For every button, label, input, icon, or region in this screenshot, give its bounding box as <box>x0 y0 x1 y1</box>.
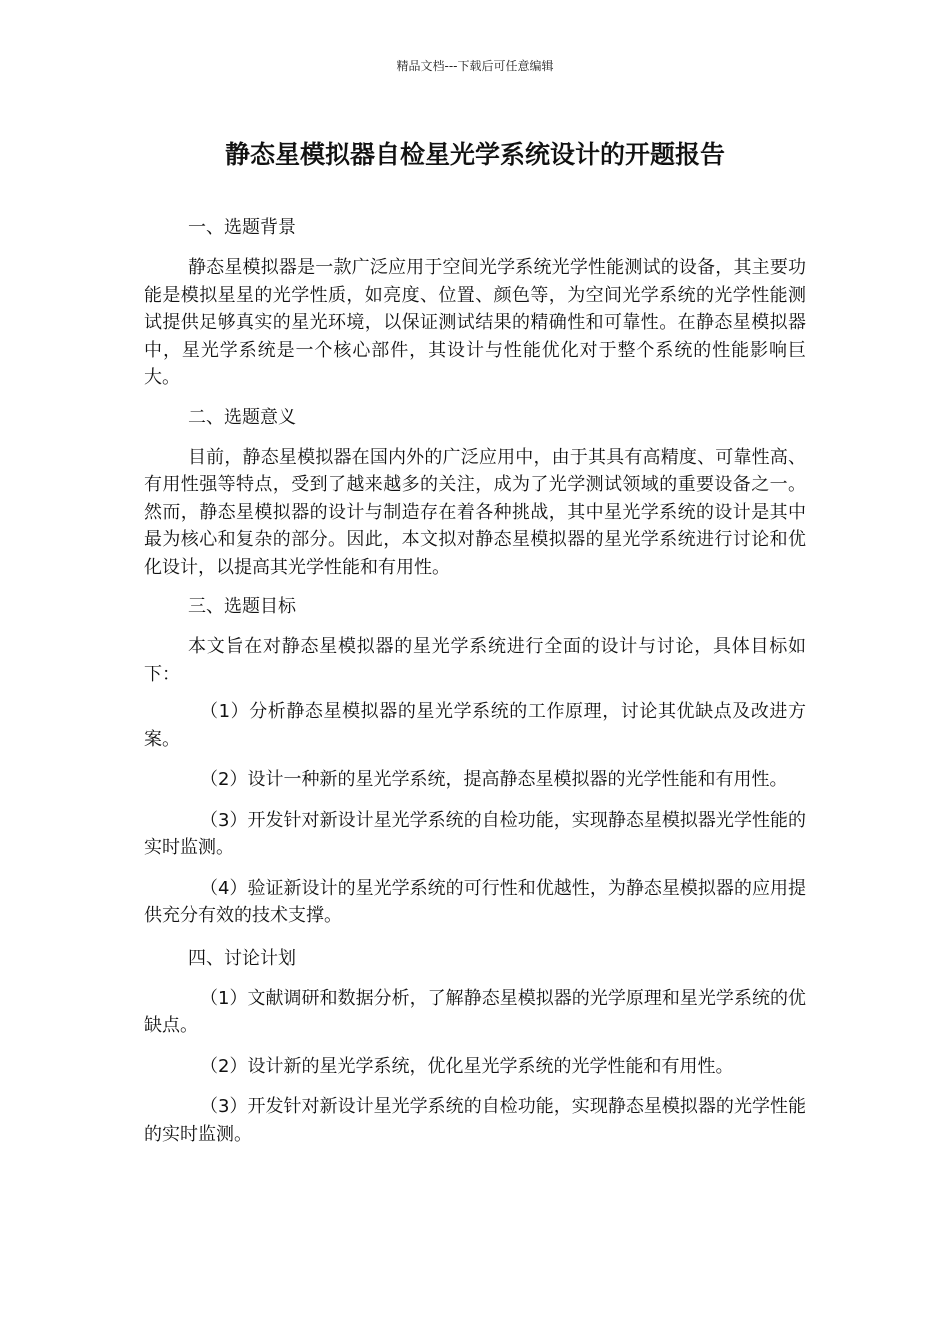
section-heading-objectives: 三、选题目标 <box>188 596 296 617</box>
page-header: 精品文档---下载后可任意编辑 <box>396 59 554 73</box>
plan-item: （3）开发针对新设计星光学系统的自检功能，实现静态星模拟器的光学性能的实时监测。 <box>144 1096 806 1145</box>
objective-item: （2）设计一种新的星光学系统，提高静态星模拟器的光学性能和有用性。 <box>200 769 788 790</box>
paragraph-significance: 目前，静态星模拟器在国内外的广泛应用中，由于其具有高精度、可靠性高、有用性强等特点，受到了越来越多的关注，成为了光学测试领域的重要设备之一。然而，静态星模拟器的设计与制造存在着各种挑战，其中星光学系统的设计是其中最为核心和复杂的部分。因此，本文拟对静态星模拟器的星光学系统进行讨论和优化设计，以提高其光学性能和有用性。 <box>144 446 806 578</box>
paragraph-objectives-intro: 本文旨在对静态星模拟器的星光学系统进行全面的设计与讨论，具体目标如下： <box>144 636 806 685</box>
objective-item: （3）开发针对新设计星光学系统的自检功能，实现静态星模拟器光学性能的实时监测。 <box>144 809 806 858</box>
section-heading-significance: 二、选题意义 <box>188 406 296 428</box>
section-heading-plan: 四、讨论计划 <box>188 947 296 969</box>
objective-item: （1）分析静态星模拟器的星光学系统的工作原理，讨论其优缺点及改进方案。 <box>144 701 806 750</box>
document-title: 静态星模拟器自检星光学系统设计的开题报告 <box>224 140 725 169</box>
plan-item: （1）文献调研和数据分析，了解静态星模拟器的光学原理和星光学系统的优缺点。 <box>144 987 806 1036</box>
document-body <box>144 212 806 1161</box>
plan-item: （2）设计新的星光学系统，优化星光学系统的光学性能和有用性。 <box>200 1055 734 1077</box>
objective-item: （4）验证新设计的星光学系统的可行性和优越性，为静态星模拟器的应用提供充分有效的技术支撑。 <box>144 877 806 926</box>
paragraph-background: 静态星模拟器是一款广泛应用于空间光学系统光学性能测试的设备，其主要功能是模拟星星的光学性质，如亮度、位置、颜色等，为空间光学系统的光学性能测试提供足够真实的星光环境，以保证测试结果的精确性和可靠性。在静态星模拟器中，星光学系统是一个核心部件，其设计与性能优化对于整个系统的性能影响巨大。 <box>144 257 806 388</box>
section-heading-background: 一、选题背景 <box>188 217 296 238</box>
